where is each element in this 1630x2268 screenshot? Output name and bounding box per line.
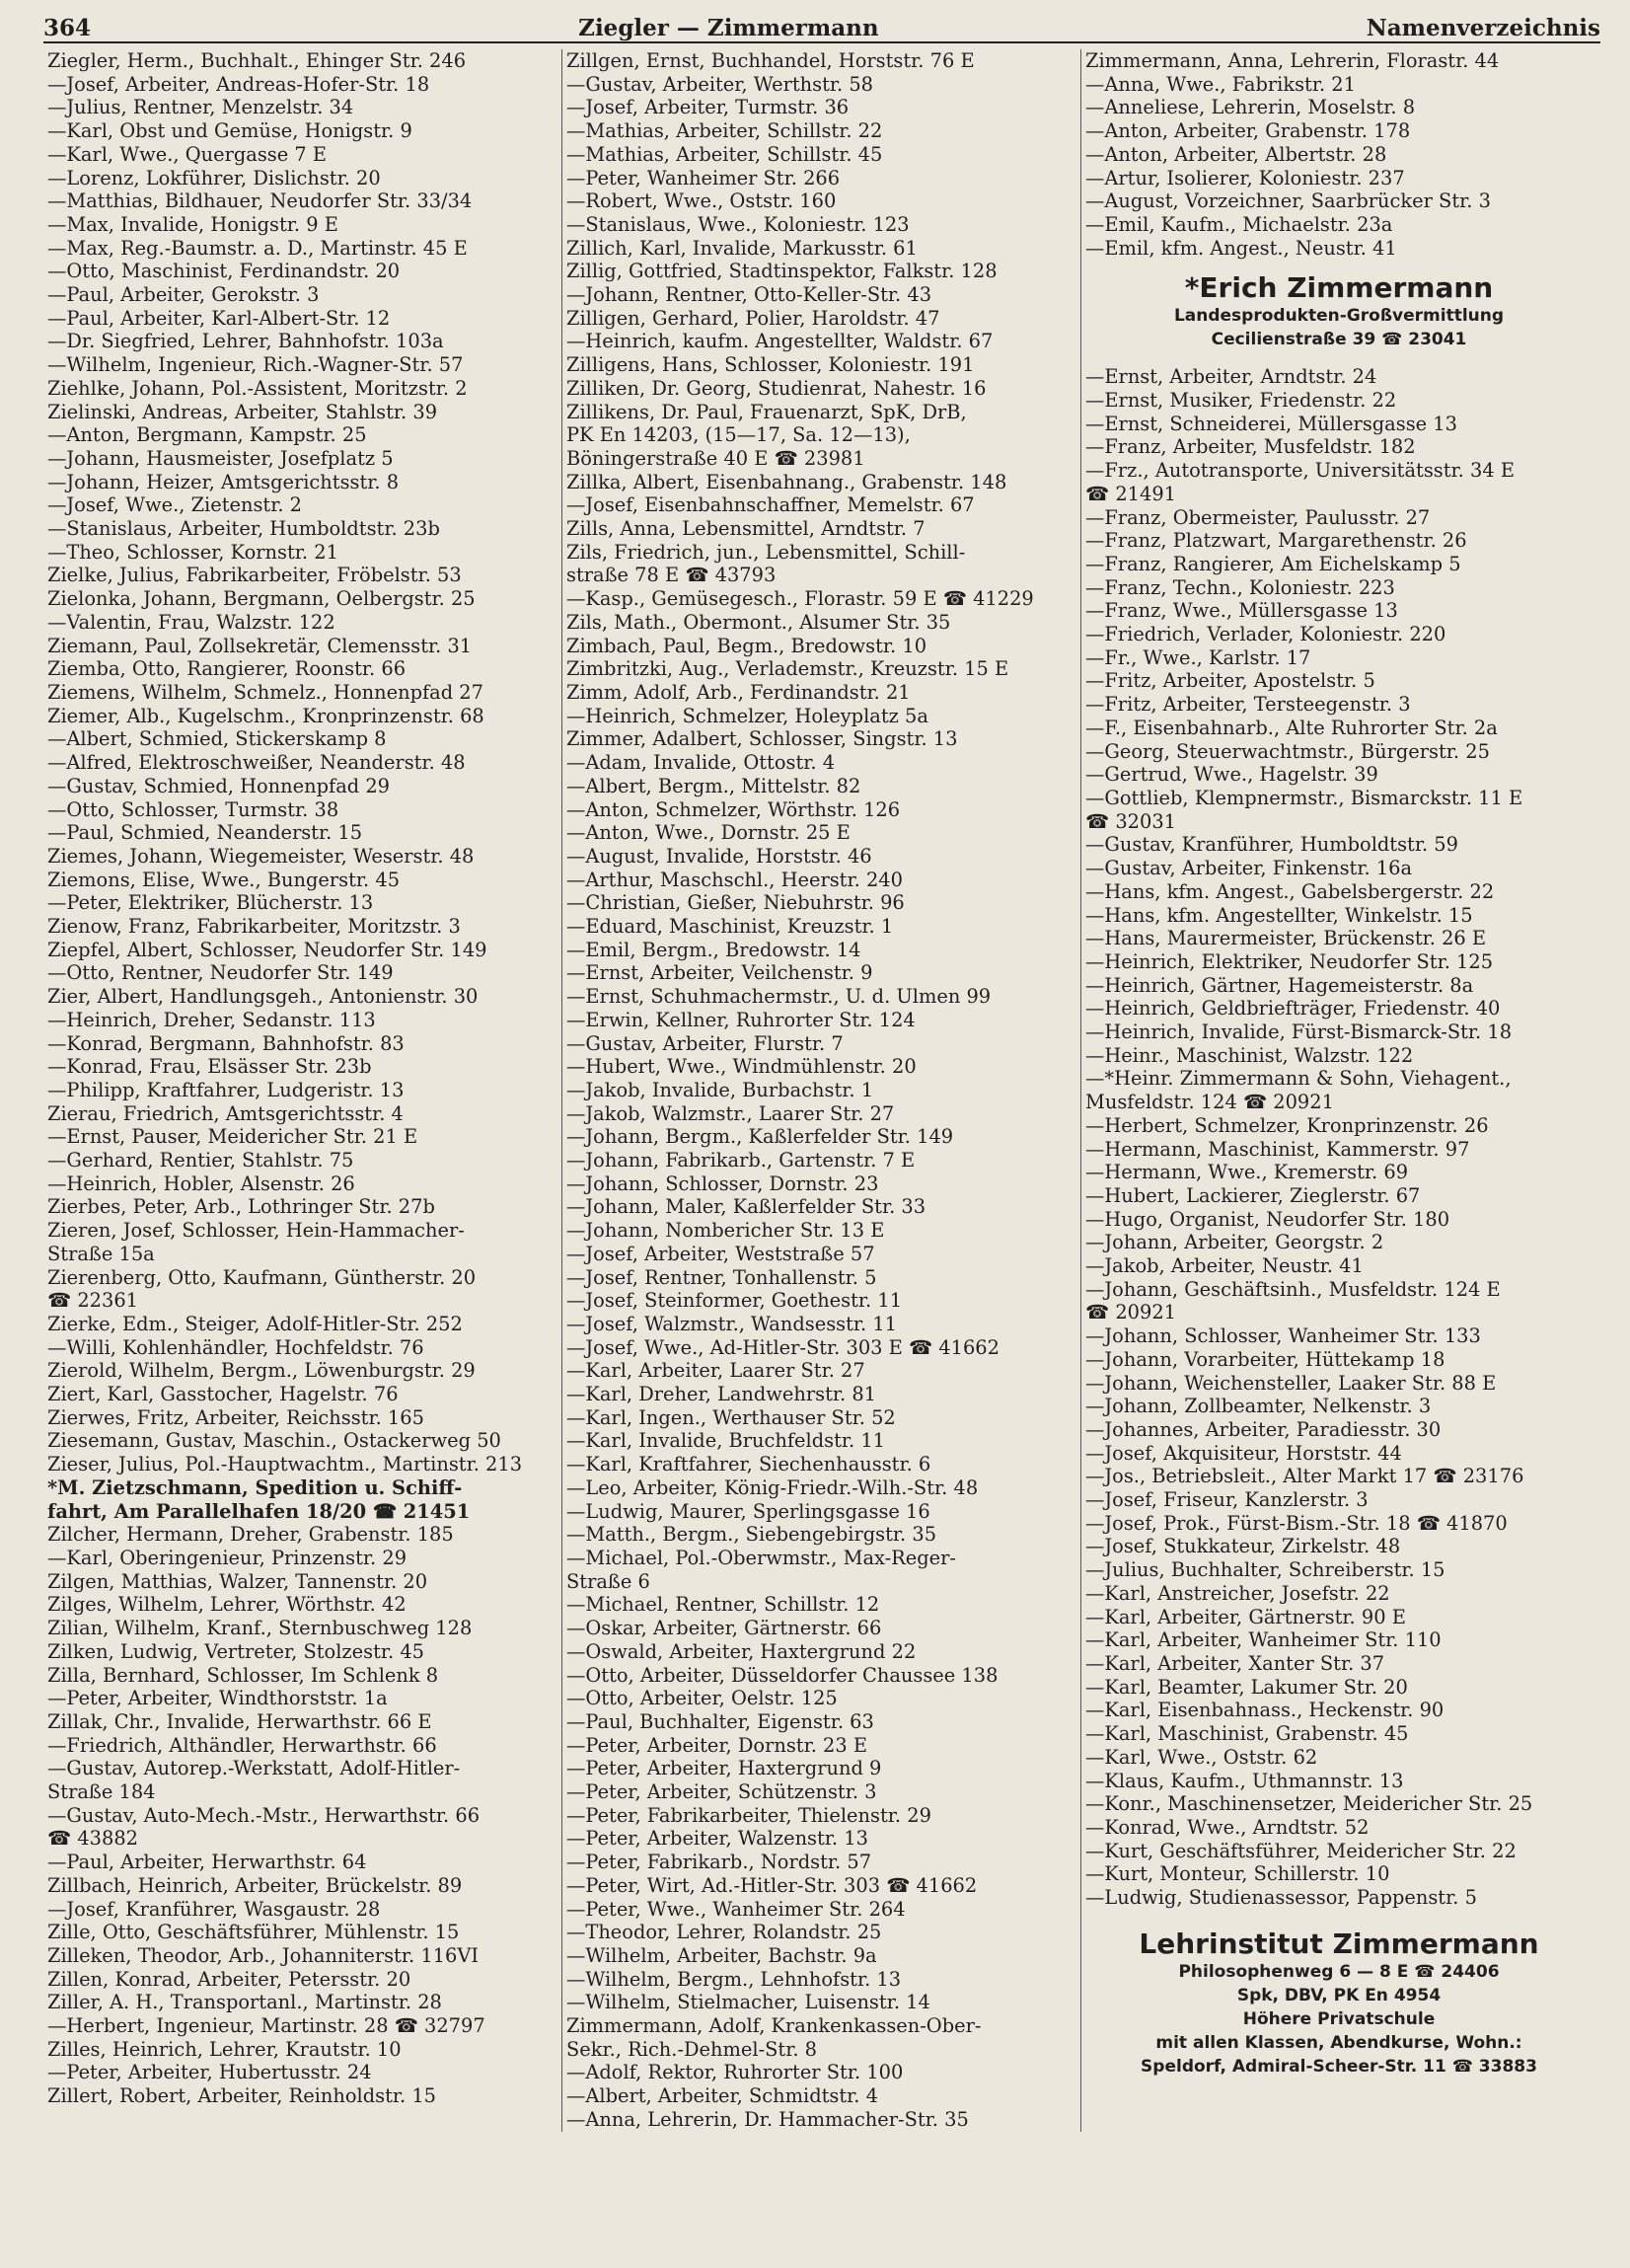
- directory-entry: —Peter, Wwe., Wanheimer Str. 264: [566, 1897, 906, 1921]
- directory-entry: *M. Zietzschmann, Spedition u. Schiff-: [47, 1475, 463, 1499]
- directory-entry: —Theo, Schlosser, Kornstr. 21: [47, 540, 338, 564]
- directory-entry: —Gustav, Arbeiter, Werthstr. 58: [566, 72, 874, 96]
- directory-entry: Böningerstraße 40 E ☎ 23981: [566, 446, 865, 470]
- column-3-top: [1085, 49, 1593, 260]
- directory-entry: Zielke, Julius, Fabrikarbeiter, Fröbelstr. 53: [47, 564, 462, 587]
- directory-entry: —Paul, Buchhalter, Eigenstr. 63: [566, 1709, 874, 1733]
- directory-entry: —Ludwig, Maurer, Sperlingsgasse 16: [566, 1499, 930, 1523]
- directory-entry: —Heinrich, Hobler, Alsenstr. 26: [47, 1172, 355, 1195]
- directory-entry: —Wilhelm, Ingenieur, Rich.-Wagner-Str. 57: [47, 353, 464, 377]
- directory-entry: —Anneliese, Lehrerin, Moselstr. 8: [1085, 96, 1416, 119]
- directory-entry: —Willi, Kohlenhändler, Hochfeldstr. 76: [47, 1335, 424, 1359]
- directory-entry: —Matthias, Bildhauer, Neudorfer Str. 33/34: [47, 189, 473, 213]
- directory-entry: —Karl, Arbeiter, Wanheimer Str. 110: [1085, 1628, 1442, 1652]
- directory-entry: Zilligen, Gerhard, Polier, Haroldstr. 47: [566, 306, 940, 330]
- directory-entry: Zierwes, Fritz, Arbeiter, Reichsstr. 165: [47, 1405, 424, 1429]
- directory-entry: Zielonka, Johann, Bergmann, Oelbergstr. 25: [47, 587, 476, 611]
- directory-entry: —Peter, Arbeiter, Haxtergrund 9: [566, 1757, 882, 1780]
- directory-entry: —Leo, Arbeiter, König-Friedr.-Wilh.-Str. 48: [566, 1475, 979, 1499]
- directory-entry: Zillak, Chr., Invalide, Herwarthstr. 66 E: [47, 1709, 432, 1733]
- directory-entry: —Julius, Buchhalter, Schreiberstr. 15: [1085, 1558, 1445, 1582]
- directory-entry: —Max, Invalide, Honigstr. 9 E: [47, 212, 338, 236]
- directory-entry: —Ernst, Schneiderei, Müllersgasse 13: [1085, 412, 1457, 435]
- directory-entry: —Karl, Wwe., Oststr. 62: [1085, 1745, 1318, 1769]
- directory-entry: —Paul, Arbeiter, Karl-Albert-Str. 12: [47, 306, 391, 330]
- directory-entry: —Albert, Schmied, Stickerskamp 8: [47, 727, 387, 751]
- directory-entry: —August, Invalide, Horststr. 46: [566, 844, 872, 868]
- directory-entry: —Jakob, Arbeiter, Neustr. 41: [1085, 1254, 1364, 1278]
- directory-entry: —Johann, Heizer, Amtsgerichtsstr. 8: [47, 470, 400, 493]
- advert-line: Höhere Privatschule: [1242, 2008, 1436, 2029]
- directory-entry: —Kurt, Geschäftsführer, Meidericher Str. 22: [1085, 1839, 1517, 1862]
- directory-entry: —Johann, Maler, Kaßlerfelder Str. 33: [566, 1195, 926, 1219]
- directory-entry: ☎ 20921: [1085, 1301, 1177, 1324]
- advert-line: Landesprodukten-Großvermittlung: [1173, 306, 1505, 327]
- directory-entry: —Christian, Gießer, Niebuhrstr. 96: [566, 891, 905, 915]
- directory-entry: —Ernst, Musiker, Friedenstr. 22: [1085, 389, 1397, 413]
- directory-entry: —Hubert, Lackierer, Zieglerstr. 67: [1085, 1183, 1421, 1207]
- directory-entry: —Peter, Arbeiter, Windthorststr. 1a: [47, 1687, 388, 1710]
- directory-entry: —Herbert, Ingenieur, Martinstr. 28 ☎ 32797: [47, 2014, 485, 2038]
- directory-entry: —Franz, Obermeister, Paulusstr. 27: [1085, 505, 1431, 529]
- directory-entry: —Gustav, Arbeiter, Flurstr. 7: [566, 1031, 844, 1055]
- directory-entry: fahrt, Am Parallelhafen 18/20 ☎ 21451: [47, 1499, 471, 1523]
- directory-entry: —Peter, Fabrikarbeiter, Thielenstr. 29: [566, 1803, 931, 1827]
- directory-entry: —Josef, Prok., Fürst-Bism.-Str. 18 ☎ 41870: [1085, 1511, 1508, 1535]
- directory-entry: Zierbes, Peter, Arb., Lothringer Str. 27b: [47, 1195, 435, 1219]
- directory-entry: —Hans, kfm. Angest., Gabelsbergerstr. 22: [1085, 879, 1495, 903]
- directory-entry: Zillich, Karl, Invalide, Markusstr. 61: [566, 236, 918, 260]
- directory-entry: Straße 6: [566, 1569, 650, 1593]
- directory-entry: —Ernst, Arbeiter, Veilchenstr. 9: [566, 961, 873, 985]
- directory-entry: —Ernst, Schuhmachermstr., U. d. Ulmen 99: [566, 985, 992, 1009]
- directory-entry: —Gustav, Schmied, Honnenpfad 29: [47, 774, 391, 797]
- directory-entry: —Gerhard, Rentier, Stahlstr. 75: [47, 1149, 354, 1172]
- directory-entry: Ziemes, Johann, Wiegemeister, Weserstr. 48: [47, 844, 475, 868]
- directory-entry: ☎ 32031: [1085, 809, 1177, 833]
- directory-entry: —Peter, Arbeiter, Hubertusstr. 24: [47, 2061, 372, 2084]
- directory-entry: —Josef, Wwe., Ad-Hitler-Str. 303 E ☎ 41662: [566, 1335, 1000, 1359]
- directory-entry: Zilles, Heinrich, Lehrer, Krautstr. 10: [47, 2037, 402, 2061]
- directory-entry: Zimm, Adolf, Arb., Ferdinandstr. 21: [566, 680, 911, 704]
- directory-entry: —Alfred, Elektroschweißer, Neanderstr. 48: [47, 751, 466, 775]
- directory-entry: —Otto, Maschinist, Ferdinandstr. 20: [47, 260, 401, 283]
- directory-entry: —Otto, Arbeiter, Düsseldorfer Chaussee 138: [566, 1663, 999, 1687]
- directory-entry: —Konr., Maschinensetzer, Meidericher Str. 25: [1085, 1792, 1533, 1816]
- advert-name: Lehrinstitut Zimmermann: [1139, 1927, 1539, 1960]
- column-1: [43, 49, 562, 2132]
- directory-entry: —Konrad, Frau, Elsässer Str. 23b: [47, 1055, 372, 1079]
- directory-entry: —Franz, Arbeiter, Musfeldstr. 182: [1085, 435, 1416, 459]
- directory-entry: —Josef, Arbeiter, Andreas-Hofer-Str. 18: [47, 72, 430, 96]
- directory-entry: ☎ 22361: [47, 1289, 139, 1313]
- directory-entry: —Johann, Fabrikarb., Gartenstr. 7 E: [566, 1149, 916, 1172]
- directory-entry: —Josef, Walzmstr., Wandsesstr. 11: [566, 1312, 898, 1335]
- directory-entry: —Georg, Steuerwachtmstr., Bürgerstr. 25: [1085, 739, 1490, 763]
- directory-entry: —Paul, Arbeiter, Herwarthstr. 64: [47, 1851, 367, 1874]
- directory-entry: —Stanislaus, Wwe., Koloniestr. 123: [566, 212, 910, 236]
- directory-entry: Zimmermann, Anna, Lehrerin, Florastr. 44: [1085, 49, 1500, 72]
- directory-entry: Zilleken, Theodor, Arb., Johanniterstr. 116VI: [47, 1943, 479, 1967]
- directory-entry: —Franz, Rangierer, Am Eichelskamp 5: [1085, 552, 1461, 575]
- directory-entry: —Anton, Wwe., Dornstr. 25 E: [566, 821, 851, 845]
- directory-entry: Zillen, Konrad, Arbeiter, Petersstr. 20: [47, 1967, 411, 1991]
- directory-entry: ☎ 21491: [1085, 482, 1177, 505]
- directory-entry: —Hans, Maurermeister, Brückenstr. 26 E: [1085, 927, 1487, 950]
- directory-entry: —Josef, Wwe., Zietenstr. 2: [47, 493, 303, 517]
- directory-entry: —Emil, Bergm., Bredowstr. 14: [566, 938, 861, 961]
- directory-entry: —Heinrich, Schmelzer, Holeyplatz 5a: [566, 704, 928, 727]
- directory-entry: —Arthur, Maschschl., Heerstr. 240: [566, 868, 903, 891]
- directory-entry: —Heinrich, Geldbriefträger, Friedenstr. 40: [1085, 997, 1501, 1021]
- directory-entry: Ziehlke, Johann, Pol.-Assistent, Moritzstr. 2: [47, 376, 468, 400]
- directory-entry: Ziesemann, Gustav, Maschin., Ostackerweg 50: [47, 1429, 501, 1453]
- directory-entry: —Peter, Wanheimer Str. 266: [566, 166, 841, 189]
- directory-entry: —Josef, Arbeiter, Turmstr. 36: [566, 96, 850, 119]
- directory-entry: —Peter, Arbeiter, Schützenstr. 3: [566, 1780, 877, 1804]
- directory-entry: Zieren, Josef, Schlosser, Hein-Hammacher-: [47, 1219, 465, 1243]
- directory-entry: —Heinrich, Elektriker, Neudorfer Str. 125: [1085, 949, 1494, 973]
- advert-erich-zimmermann: [1085, 271, 1593, 351]
- directory-entry: —Peter, Fabrikarb., Nordstr. 57: [566, 1851, 872, 1874]
- directory-entry: —Albert, Bergm., Mittelstr. 82: [566, 774, 861, 797]
- directory-entry: Zillig, Gottfried, Stadtinspektor, Falkstr. 128: [566, 260, 998, 283]
- directory-entry: —Hermann, Wwe., Kremerstr. 69: [1085, 1161, 1409, 1184]
- advert-lehrinstitut: [1085, 1928, 1593, 2079]
- column-3-mid: [1085, 365, 1593, 1909]
- directory-entry: —Gustav, Auto-Mech.-Mstr., Herwarthstr. 66: [47, 1803, 481, 1827]
- directory-entry: Zille, Otto, Geschäftsführer, Mühlenstr. 15: [47, 1921, 460, 1944]
- advert-line: Philosophenweg 6 — 8 E ☎ 24406: [1178, 1961, 1500, 1982]
- directory-entry: —Johann, Rentner, Otto-Keller-Str. 43: [566, 283, 932, 307]
- directory-entry: —Gertrud, Wwe., Hagelstr. 39: [1085, 763, 1378, 787]
- directory-entry: —Hans, kfm. Angestellter, Winkelstr. 15: [1085, 903, 1473, 927]
- directory-entry: —Peter, Arbeiter, Dornstr. 23 E: [566, 1733, 868, 1757]
- directory-entry: —Ernst, Pauser, Meidericher Str. 21 E: [47, 1125, 418, 1149]
- directory-entry: —Philipp, Kraftfahrer, Ludgeristr. 13: [47, 1078, 405, 1101]
- directory-entry: —Gottlieb, Klempnermstr., Bismarckstr. 11 E: [1085, 786, 1523, 809]
- directory-entry: Zimmermann, Adolf, Krankenkassen-Ober-: [566, 2014, 982, 2038]
- directory-entry: —Josef, Stukkateur, Zirkelstr. 48: [1085, 1535, 1401, 1558]
- directory-entry: —Friedrich, Verlader, Koloniestr. 220: [1085, 623, 1446, 646]
- page-number: 364: [43, 15, 92, 41]
- directory-entry: —*Heinr. Zimmermann & Sohn, Viehagent.,: [1085, 1067, 1512, 1091]
- advert-line: Speldorf, Admiral-Scheer-Str. 11 ☎ 33883: [1141, 2056, 1537, 2077]
- directory-entry: —Jos., Betriebsleit., Alter Markt 17 ☎ 23176: [1085, 1465, 1524, 1488]
- directory-entry: Zilges, Wilhelm, Lehrer, Wörthstr. 42: [47, 1593, 407, 1617]
- directory-entry: —Oskar, Arbeiter, Gärtnerstr. 66: [566, 1617, 882, 1640]
- directory-entry: Sekr., Rich.-Dehmel-Str. 8: [566, 2037, 818, 2061]
- directory-entry: —Mathias, Arbeiter, Schillstr. 22: [566, 119, 883, 143]
- directory-entry: Zimmer, Adalbert, Schlosser, Singstr. 13: [566, 727, 958, 751]
- directory-entry: —Klaus, Kaufm., Uthmannstr. 13: [1085, 1769, 1404, 1792]
- directory-entry: —Karl, Obst und Gemüse, Honigstr. 9: [47, 119, 412, 143]
- directory-entry: —Karl, Anstreicher, Josefstr. 22: [1085, 1581, 1390, 1605]
- directory-entry: —Stanislaus, Arbeiter, Humboldtstr. 23b: [47, 517, 440, 541]
- directory-entry: Ziert, Karl, Gasstocher, Hagelstr. 76: [47, 1383, 399, 1406]
- advert-line: Spk, DBV, PK En 4954: [1236, 1985, 1442, 2005]
- directory-entry: —Gustav, Autorep.-Werkstatt, Adolf-Hitler-: [47, 1757, 461, 1780]
- directory-entry: —Karl, Dreher, Landwehrstr. 81: [566, 1383, 877, 1406]
- advert-line: Cecilienstraße 39 ☎ 23041: [1211, 330, 1467, 350]
- directory-entry: —Kurt, Monteur, Schillerstr. 10: [1085, 1862, 1390, 1886]
- directory-entry: —Anton, Schmelzer, Wörthstr. 126: [566, 797, 901, 821]
- directory-entry: Ziller, A. H., Transportanl., Martinstr. 28: [47, 1991, 442, 2014]
- directory-entry: —Paul, Arbeiter, Gerokstr. 3: [47, 283, 320, 307]
- directory-entry: Ziemann, Paul, Zollsekretär, Clemensstr. 31: [47, 634, 473, 657]
- directory-entry: —Johann, Hausmeister, Josefplatz 5: [47, 446, 394, 470]
- directory-entry: straße 78 E ☎ 43793: [566, 564, 777, 587]
- section-title: Namenverzeichnis: [1366, 15, 1600, 41]
- directory-entry: Zilken, Ludwig, Vertreter, Stolzestr. 45: [47, 1639, 424, 1663]
- directory-entry: Ziemons, Elise, Wwe., Bungerstr. 45: [47, 868, 401, 891]
- directory-entry: —Konrad, Wwe., Arndtstr. 52: [1085, 1815, 1370, 1839]
- directory-entry: Zillbach, Heinrich, Arbeiter, Brückelstr. 89: [47, 1873, 463, 1897]
- directory-entry: Ziemens, Wilhelm, Schmelz., Honnenpfad 27: [47, 680, 483, 704]
- directory-entry: —Karl, Kraftfahrer, Siechenhausstr. 6: [566, 1453, 931, 1476]
- directory-entry: —Josef, Arbeiter, Weststraße 57: [566, 1242, 875, 1265]
- directory-entry: —Karl, Arbeiter, Gärtnerstr. 90 E: [1085, 1605, 1406, 1628]
- directory-entry: Zilcher, Hermann, Dreher, Grabenstr. 185: [47, 1523, 454, 1547]
- directory-entry: —Peter, Arbeiter, Walzenstr. 13: [566, 1827, 868, 1851]
- page-header: [43, 8, 1600, 43]
- directory-entry: —Friedrich, Althändler, Herwarthstr. 66: [47, 1733, 437, 1757]
- directory-entry: Ziepfel, Albert, Schlosser, Neudorfer Str. 149: [47, 938, 487, 961]
- directory-entry: Zimbach, Paul, Begm., Bredowstr. 10: [566, 634, 927, 657]
- directory-entry: —Anton, Arbeiter, Grabenstr. 178: [1085, 119, 1411, 143]
- directory-entry: —Jakob, Walzmstr., Laarer Str. 27: [566, 1101, 895, 1125]
- directory-entry: Zier, Albert, Handlungsgeh., Antonienstr. 30: [47, 985, 479, 1009]
- column-2: [562, 49, 1081, 2132]
- directory-entry: —Anton, Bergmann, Kampstr. 25: [47, 423, 367, 447]
- column-3: [1081, 49, 1600, 2132]
- directory-entry: Zieser, Julius, Pol.-Hauptwachtm., Martinstr. 213: [47, 1453, 523, 1476]
- directory-entry: —Valentin, Frau, Walzstr. 122: [47, 610, 335, 634]
- directory-entry: —Mathias, Arbeiter, Schillstr. 45: [566, 142, 883, 166]
- directory-entry: —Adam, Invalide, Ottostr. 4: [566, 751, 836, 775]
- directory-entry: Zimbritzki, Aug., Verlademstr., Kreuzstr. 15 E: [566, 657, 1009, 681]
- directory-entry: Zilian, Wilhelm, Kranf., Sternbuschweg 128: [47, 1617, 473, 1640]
- directory-entry: —Johann, Zollbeamter, Nelkenstr. 3: [1085, 1395, 1432, 1418]
- directory-entry: —Otto, Schlosser, Turmstr. 38: [47, 797, 339, 821]
- directory-entry: —F., Eisenbahnarb., Alte Ruhrorter Str. 2a: [1085, 716, 1498, 739]
- directory-entry: —Paul, Schmied, Neanderstr. 15: [47, 821, 363, 845]
- directory-entry: —Konrad, Bergmann, Bahnhofstr. 83: [47, 1031, 405, 1055]
- directory-entry: —Johann, Schlosser, Wanheimer Str. 133: [1085, 1324, 1481, 1348]
- directory-entry: —Robert, Wwe., Oststr. 160: [566, 189, 837, 213]
- directory-entry: —Josef, Rentner, Tonhallenstr. 5: [566, 1265, 877, 1289]
- directory-entry: —Karl, Invalide, Bruchfeldstr. 11: [566, 1429, 886, 1453]
- directory-entry: —Gustav, Arbeiter, Finkenstr. 16a: [1085, 857, 1413, 880]
- directory-entry: Zillikens, Dr. Paul, Frauenarzt, SpK, DrB,: [566, 400, 967, 423]
- directory-entry: ☎ 43882: [47, 1827, 139, 1851]
- directory-entry: Zierenberg, Otto, Kaufmann, Güntherstr. 20: [47, 1265, 477, 1289]
- directory-entry: Zils, Math., Obermont., Alsumer Str. 35: [566, 610, 951, 634]
- directory-entry: —Anna, Wwe., Fabrikstr. 21: [1085, 72, 1356, 96]
- directory-entry: —August, Vorzeichner, Saarbrücker Str. 3: [1085, 189, 1491, 213]
- directory-entry: —Fr., Wwe., Karlstr. 17: [1085, 645, 1311, 669]
- directory-entry: —Johann, Nombericher Str. 13 E: [566, 1219, 885, 1243]
- directory-entry: —Karl, Wwe., Quergasse 7 E: [47, 142, 328, 166]
- directory-entry: —Max, Reg.-Baumstr. a. D., Martinstr. 45 E: [47, 236, 468, 260]
- directory-entry: —Adolf, Rektor, Ruhrorter Str. 100: [566, 2061, 904, 2084]
- directory-entry: —Frz., Autotransporte, Universitätsstr. 34 E: [1085, 459, 1515, 483]
- directory-entry: —Josef, Akquisiteur, Horststr. 44: [1085, 1441, 1402, 1465]
- directory-entry: —Peter, Wirt, Ad.-Hitler-Str. 303 ☎ 41662: [566, 1873, 978, 1897]
- directory-entry: Ziemer, Alb., Kugelschm., Kronprinzenstr. 68: [47, 704, 484, 727]
- directory-entry: —Theodor, Lehrer, Rolandstr. 25: [566, 1921, 882, 1944]
- directory-entry: Zielinski, Andreas, Arbeiter, Stahlstr. 39: [47, 400, 438, 423]
- directory-entry: —Karl, Maschinist, Grabenstr. 45: [1085, 1722, 1409, 1746]
- directory-entry: Musfeldstr. 124 ☎ 20921: [1085, 1091, 1334, 1114]
- directory-entry: Zillka, Albert, Eisenbahnang., Grabenstr. 148: [566, 470, 1007, 493]
- directory-entry: —Josef, Eisenbahnschaffner, Memelstr. 67: [566, 493, 975, 517]
- directory-entry: —Hugo, Organist, Neudorfer Str. 180: [1085, 1207, 1450, 1231]
- directory-entry: Zills, Anna, Lebensmittel, Arndtstr. 7: [566, 517, 926, 541]
- directory-entry: —Johann, Vorarbeiter, Hüttekamp 18: [1085, 1347, 1445, 1371]
- directory-entry: —Eduard, Maschinist, Kreuzstr. 1: [566, 915, 894, 939]
- directory-entry: —Albert, Arbeiter, Schmidtstr. 4: [566, 2084, 878, 2108]
- directory-entry: —Ludwig, Studienassessor, Pappenstr. 5: [1085, 1886, 1477, 1910]
- directory-entry: —Lorenz, Lokführer, Dislichstr. 20: [47, 166, 381, 189]
- directory-entry: —Otto, Rentner, Neudorfer Str. 149: [47, 961, 394, 985]
- advert-name: *Erich Zimmermann: [1184, 271, 1494, 305]
- directory-entry: Straße 15a: [47, 1242, 155, 1265]
- directory-entry: —Karl, Arbeiter, Laarer Str. 27: [566, 1359, 865, 1383]
- directory-entry: —Josef, Steinformer, Goethestr. 11: [566, 1289, 903, 1313]
- directory-entry: —Otto, Arbeiter, Oelstr. 125: [566, 1687, 838, 1710]
- directory-entry: —Peter, Elektriker, Blücherstr. 13: [47, 891, 374, 915]
- directory-entry: —Wilhelm, Bergm., Lehnhofstr. 13: [566, 1967, 902, 1991]
- directory-entry: —Karl, Beamter, Lakumer Str. 20: [1085, 1675, 1408, 1699]
- name-range: Ziegler — Zimmermann: [578, 15, 879, 41]
- directory-entry: —Josef, Friseur, Kanzlerstr. 3: [1085, 1488, 1369, 1512]
- directory-entry: —Wilhelm, Arbeiter, Bachstr. 9a: [566, 1943, 877, 1967]
- directory-entry: PK En 14203, (15—17, Sa. 12—13),: [566, 423, 911, 447]
- directory-entry: Straße 184: [47, 1780, 156, 1804]
- directory-entry: Zienow, Franz, Fabrikarbeiter, Moritzstr. 3: [47, 915, 461, 939]
- directory-entry: —Julius, Rentner, Menzelstr. 34: [47, 96, 354, 119]
- directory-entry: —Wilhelm, Stielmacher, Luisenstr. 14: [566, 1991, 930, 2014]
- directory-entry: Zillgen, Ernst, Buchhandel, Horststr. 76 E: [566, 49, 975, 72]
- directory-entry: —Heinrich, Invalide, Fürst-Bismarck-Str. 18: [1085, 1021, 1513, 1044]
- directory-entry: —Heinrich, kaufm. Angestellter, Waldstr. 67: [566, 330, 994, 353]
- directory-entry: —Herbert, Schmelzer, Kronprinzenstr. 26: [1085, 1113, 1489, 1137]
- directory-entry: —Anton, Arbeiter, Albertstr. 28: [1085, 142, 1387, 166]
- directory-entry: —Hermann, Maschinist, Kammerstr. 97: [1085, 1137, 1470, 1161]
- directory-entry: —Artur, Isolierer, Koloniestr. 237: [1085, 166, 1405, 189]
- directory-entry: —Erwin, Kellner, Ruhrorter Str. 124: [566, 1008, 916, 1031]
- directory-entry: —Karl, Eisenbahnass., Heckenstr. 90: [1085, 1699, 1445, 1722]
- directory-entry: —Matth., Bergm., Siebengebirgstr. 35: [566, 1523, 937, 1547]
- directory-entry: —Johann, Geschäftsinh., Musfeldstr. 124 E: [1085, 1277, 1501, 1301]
- directory-entry: —Johann, Schlosser, Dornstr. 23: [566, 1172, 879, 1195]
- directory-entry: —Johann, Weichensteller, Laaker Str. 88 E: [1085, 1371, 1497, 1395]
- directory-entry: —Jakob, Invalide, Burbachstr. 1: [566, 1078, 874, 1101]
- directory-entry: —Kasp., Gemüsegesch., Florastr. 59 E ☎ 41229: [566, 587, 1034, 611]
- directory-entry: —Hubert, Wwe., Windmühlenstr. 20: [566, 1055, 917, 1079]
- directory-entry: —Fritz, Arbeiter, Apostelstr. 5: [1085, 669, 1375, 693]
- directory-entry: Ziemba, Otto, Rangierer, Roonstr. 66: [47, 657, 407, 681]
- directory-entry: —Michael, Pol.-Oberwmstr., Max-Reger-: [566, 1547, 956, 1569]
- directory-entry: —Johann, Bergm., Kaßlerfelder Str. 149: [566, 1125, 954, 1149]
- directory-entry: Zierau, Friedrich, Amtsgerichtsstr. 4: [47, 1101, 404, 1125]
- directory-entry: —Josef, Kranführer, Wasgaustr. 28: [47, 1897, 381, 1921]
- directory-entry: —Gustav, Kranführer, Humboldtstr. 59: [1085, 833, 1458, 857]
- columns: [43, 49, 1600, 2132]
- directory-entry: —Michael, Rentner, Schillstr. 12: [566, 1593, 880, 1617]
- directory-entry: Zierke, Edm., Steiger, Adolf-Hitler-Str. 252: [47, 1312, 463, 1335]
- directory-entry: —Franz, Techn., Koloniestr. 223: [1085, 575, 1395, 599]
- directory-entry: —Dr. Siegfried, Lehrer, Bahnhofstr. 103a: [47, 330, 444, 353]
- directory-entry: —Franz, Platzwart, Margarethenstr. 26: [1085, 529, 1467, 553]
- directory-entry: —Emil, Kaufm., Michaelstr. 23a: [1085, 212, 1393, 236]
- directory-entry: —Johann, Arbeiter, Georgstr. 2: [1085, 1231, 1384, 1254]
- directory-entry: —Heinr., Maschinist, Walzstr. 122: [1085, 1043, 1414, 1067]
- directory-entry: —Heinrich, Dreher, Sedanstr. 113: [47, 1008, 376, 1031]
- directory-entry: —Anna, Lehrerin, Dr. Hammacher-Str. 35: [566, 2107, 969, 2131]
- directory-entry: —Ernst, Arbeiter, Arndtstr. 24: [1085, 365, 1377, 389]
- directory-entry: —Fritz, Arbeiter, Tersteegenstr. 3: [1085, 693, 1411, 717]
- directory-entry: —Karl, Ingen., Werthauser Str. 52: [566, 1405, 896, 1429]
- directory-entry: —Karl, Oberingenieur, Prinzenstr. 29: [47, 1547, 408, 1569]
- directory-entry: Zilligens, Hans, Schlosser, Koloniestr. 191: [566, 353, 975, 377]
- directory-entry: —Emil, kfm. Angest., Neustr. 41: [1085, 236, 1397, 260]
- directory-entry: Zilliken, Dr. Georg, Studienrat, Nahestr. 16: [566, 376, 987, 400]
- directory-entry: Zilla, Bernhard, Schlosser, Im Schlenk 8: [47, 1663, 439, 1687]
- directory-entry: Zierold, Wilhelm, Bergm., Löwenburgstr. 29: [47, 1359, 476, 1383]
- advert-line: mit allen Klassen, Abendkurse, Wohn.:: [1155, 2032, 1522, 2053]
- directory-entry: Zils, Friedrich, jun., Lebensmittel, Schill-: [566, 540, 966, 564]
- directory-entry: —Heinrich, Gärtner, Hagemeisterstr. 8a: [1085, 973, 1474, 997]
- directory-entry: —Oswald, Arbeiter, Haxtergrund 22: [566, 1639, 917, 1663]
- directory-entry: Zilgen, Matthias, Walzer, Tannenstr. 20: [47, 1569, 428, 1593]
- directory-entry: —Johannes, Arbeiter, Paradiesstr. 30: [1085, 1417, 1442, 1441]
- directory-entry: —Franz, Wwe., Müllersgasse 13: [1085, 599, 1398, 623]
- directory-entry: Zillert, Robert, Arbeiter, Reinholdstr. 15: [47, 2084, 437, 2108]
- directory-entry: —Karl, Arbeiter, Xanter Str. 37: [1085, 1652, 1385, 1675]
- directory-entry: Ziegler, Herm., Buchhalt., Ehinger Str. 246: [47, 49, 467, 72]
